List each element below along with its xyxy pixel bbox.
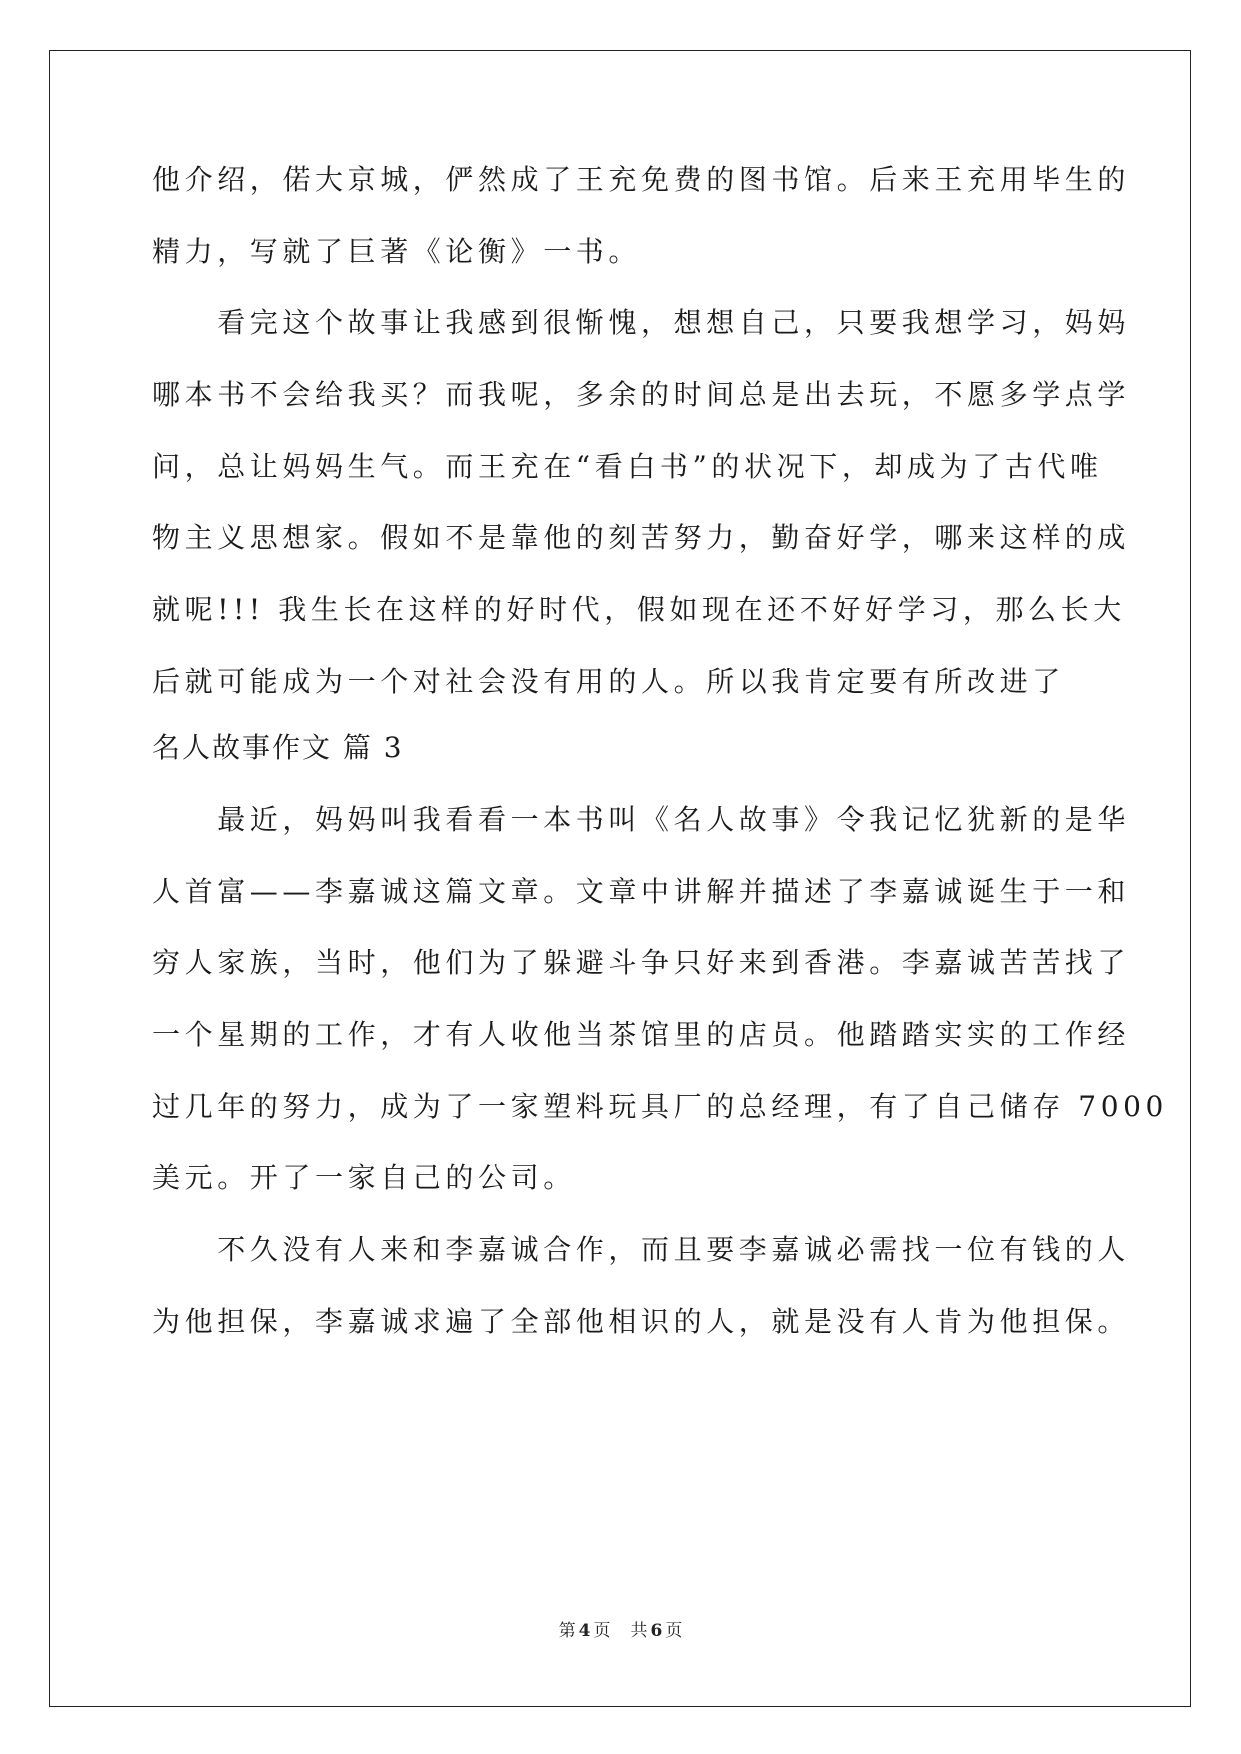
text-line: 过几年的努力，成为了一家塑料玩具厂的总经理，有了自己储存 7000	[152, 1090, 1168, 1123]
text-line: 穷人家族，当时，他们为了躲避斗争只好来到香港。李嘉诚苦苦找了	[152, 946, 1131, 979]
text-line: 精力，写就了巨著《论衡》一书。	[152, 235, 642, 268]
text-line: 美元。开了一家自己的公司。	[152, 1161, 576, 1194]
page-prefix: 第	[558, 1621, 576, 1641]
total-prefix: 共	[630, 1621, 648, 1641]
text-line: 不久没有人来和李嘉诚合作，而且要李嘉诚必需找一位有钱的人	[152, 1233, 1131, 1266]
page-footer	[0, 1619, 1241, 1643]
page-suffix: 页	[593, 1621, 611, 1641]
text-line: 一个星期的工作，才有人收他当茶馆里的店员。他踏踏实实的工作经	[152, 1018, 1131, 1051]
total-suffix: 页	[665, 1621, 683, 1641]
total-pages-number: 6	[650, 1621, 663, 1641]
text-line: 问，总让妈妈生气。而王充在“看白书”的状况下，却成为了古代唯	[152, 450, 1103, 483]
text-line: 就呢!!! 我生长在这样的好时代，假如现在还不好好学习，那么长大	[152, 593, 1126, 626]
section-heading: 名人故事作文 篇 3	[152, 731, 404, 764]
text-line: 为他担保，李嘉诚求遍了全部他相识的人，就是没有人肯为他担保。	[152, 1305, 1131, 1338]
text-line: 哪本书不会给我买？而我呢，多余的时间总是出去玩，不愿多学点学	[152, 378, 1131, 411]
current-page-number: 4	[578, 1621, 591, 1641]
text-line: 物主义思想家。假如不是靠他的刻苦努力，勤奋好学，哪来这样的成	[152, 521, 1131, 554]
text-line: 人首富——李嘉诚这篇文章。文章中讲解并描述了李嘉诚诞生于一和	[152, 875, 1131, 908]
text-line: 最近，妈妈叫我看看一本书叫《名人故事》令我记忆犹新的是华	[152, 803, 1131, 836]
text-line: 他介绍，偌大京城，俨然成了王充免费的图书馆。后来王充用毕生的	[152, 163, 1131, 196]
text-line: 后就可能成为一个对社会没有用的人。所以我肯定要有所改进了	[152, 665, 1065, 698]
text-line: 看完这个故事让我感到很惭愧，想想自己，只要我想学习，妈妈	[152, 306, 1131, 339]
